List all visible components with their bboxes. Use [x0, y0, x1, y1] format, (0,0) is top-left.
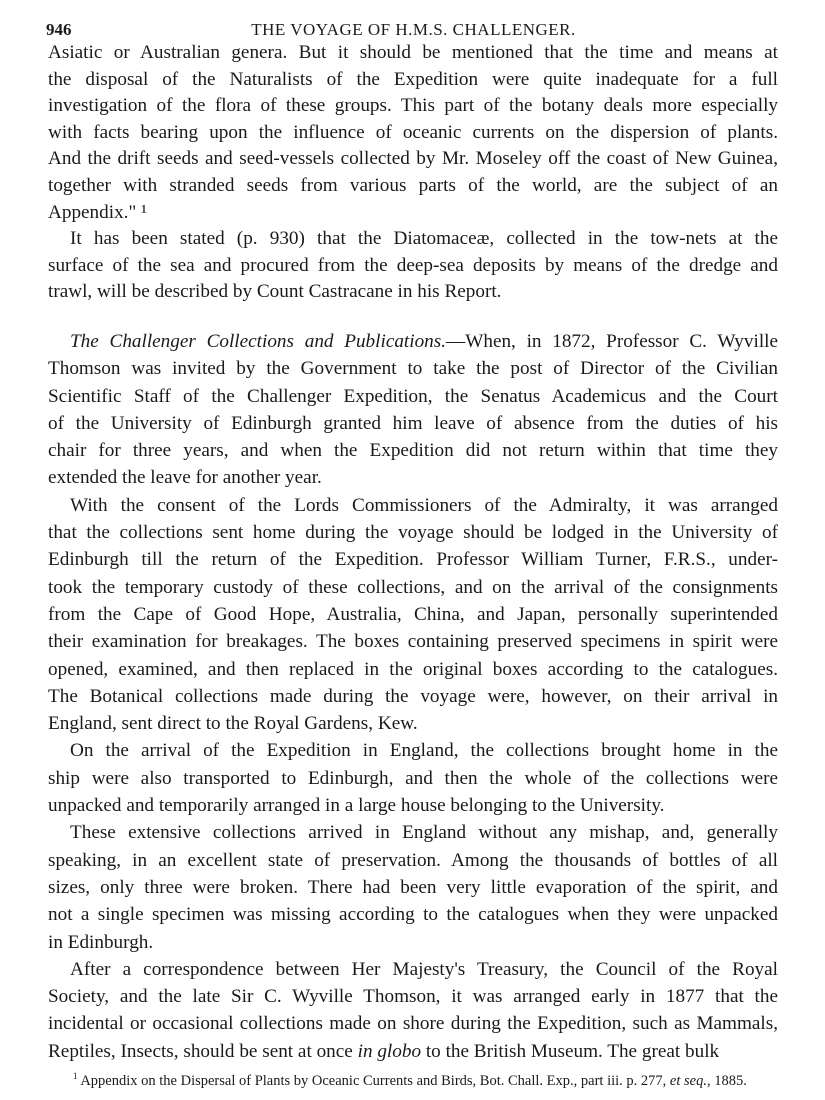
text-segment: sizes, only three were broken. There had been very little evaporation of the spirit, and [48, 876, 778, 898]
text-line [48, 874, 778, 901]
text-segment: speaking, in an excellent state of preservation. Among the thousands of bottles of all [48, 849, 778, 871]
text-line [48, 792, 778, 819]
text-segment: unpacked and temporarily arranged in a large house belonging to the University. [48, 795, 665, 817]
text-segment: With the consent of the Lords Commissioners of the Admiralty, it was arranged [70, 494, 778, 516]
text-line [48, 120, 778, 147]
footnote [73, 1071, 747, 1090]
text-segment: from the Cape of Good Hope, Australia, China, and Japan, personally superintended [48, 603, 778, 625]
text-segment: took the temporary custody of these collections, and on the arrival of the consignments [48, 576, 778, 598]
text-segment: Scientific Staff of the Challenger Expedition, the Senatus Academicus and the Court [48, 385, 778, 407]
text-segment: Edinburgh till the return of the Expedition. Professor William Turner, F.R.S., under- [48, 549, 778, 571]
text-segment: with facts bearing upon the influence of oceanic currents on the dispersion of plants. [48, 121, 778, 143]
text-line [48, 929, 778, 956]
text-line [48, 574, 778, 601]
text-line [48, 355, 778, 382]
text-line [48, 737, 778, 764]
text-segment: Society, and the late Sir C. Wyville Thomson, it was arranged early in 1877 that the [48, 986, 778, 1008]
text-line [48, 464, 778, 491]
text-segment: surface of the sea and procured from the deep-sea deposits by means of the dredge and [48, 254, 778, 276]
footnote-marker: 1 [73, 1071, 78, 1081]
text-line [48, 628, 778, 655]
paragraph [48, 226, 778, 306]
text-line [48, 765, 778, 792]
text-line [48, 956, 778, 983]
page-number: 946 [46, 20, 72, 39]
text-line [48, 437, 778, 464]
text-line [48, 279, 778, 306]
text-block-continuation [48, 40, 778, 306]
text-line [48, 983, 778, 1010]
text-segment: that the collections sent home during the voyage should be lodged in the University of [48, 522, 778, 544]
text-line [48, 683, 778, 710]
text-line [48, 519, 778, 546]
text-line [48, 1038, 778, 1065]
text-segment: ship were also transported to Edinburgh, and then the whole of the collections were [48, 767, 778, 789]
paragraph [48, 328, 778, 492]
text-line [48, 173, 778, 200]
text-segment: chair for three years, and when the Expedition did not return within that time they [48, 440, 778, 462]
text-segment: Asiatic or Australian genera. But it should be mentioned that the time and means at [48, 42, 778, 63]
text-segment: These extensive collections arrived in England without any mishap, and, generally [70, 822, 778, 844]
paragraph [48, 492, 778, 738]
text-segment: Appendix." ¹ [48, 201, 147, 223]
text-segment: extended the leave for another year. [48, 467, 322, 489]
text-line [48, 383, 778, 410]
text-line [48, 546, 778, 573]
text-line [48, 93, 778, 120]
text-line [48, 328, 778, 355]
text-segment: together with stranded seeds from various parts of the world, are the subject of an [48, 174, 778, 196]
paragraph [48, 956, 778, 1065]
text-segment: investigation of the flora of these groups. This part of the botany deals more especially [48, 95, 778, 117]
footnote-tail: , 1885. [706, 1072, 747, 1089]
paragraph [48, 819, 778, 955]
text-block-collections-section [48, 328, 778, 1065]
text-segment: the disposal of the Naturalists of the Expedition were quite inadequate for a full [48, 68, 778, 90]
text-line [48, 200, 778, 227]
text-line [48, 656, 778, 683]
text-segment: On the arrival of the Expedition in England, the collections brought home in the [70, 740, 778, 762]
text-segment: And the drift seeds and seed-vessels collected by Mr. Moseley off the coast of New Guinea, [48, 148, 778, 170]
text-line [48, 67, 778, 94]
text-line [48, 847, 778, 874]
text-line [48, 710, 778, 737]
text-segment: Reptiles, Insects, should be sent at once [48, 1040, 358, 1062]
text-segment: opened, examined, and then replaced in the original boxes according to the catalogues. [48, 658, 778, 680]
text-segment: The Botanical collections made during the voyage were, however, on their arrival in [48, 685, 778, 707]
text-line [48, 819, 778, 846]
text-line [48, 410, 778, 437]
text-segment: in Edinburgh. [48, 931, 154, 953]
footnote-italic: et seq. [669, 1072, 707, 1089]
text-segment: incidental or occasional collections made on shore during the Expedition, such as Mammals, [48, 1013, 778, 1035]
text-line [48, 1010, 778, 1037]
text-segment: It has been stated (p. 930) that the Diatomaceæ, collected in the tow-nets at the [70, 228, 778, 250]
text-segment: trawl, will be described by Count Castracane in his Report. [48, 281, 502, 303]
text-line [48, 492, 778, 519]
text-segment: their examination for breakages. The boxes containing preserved specimens in spirit were [48, 631, 778, 653]
text-segment: Thomson was invited by the Government to take the post of Director of the Civilian [48, 358, 778, 380]
italic-text: The Challenger Collections and Publications. [70, 331, 447, 352]
text-segment: of the University of Edinburgh granted him leave of absence from the duties of his [48, 412, 778, 434]
text-line [48, 253, 778, 280]
text-segment: not a single specimen was missing according to the catalogues when they were unpacked [48, 904, 778, 926]
italic-text: in globo [357, 1040, 422, 1062]
text-line [48, 146, 778, 173]
text-line [48, 226, 778, 253]
text-line [48, 901, 778, 928]
text-segment: England, sent direct to the Royal Gardens, Kew. [48, 713, 418, 735]
footnote-text: Appendix on the Dispersal of Plants by Oceanic Currents and Birds, Bot. Chall. Exp., part iii. p. 277, [77, 1072, 670, 1089]
paragraph [48, 737, 778, 819]
text-segment: —When, in 1872, Professor C. Wyville [446, 331, 778, 352]
paragraph [48, 40, 778, 226]
running-title: THE VOYAGE OF H.M.S. CHALLENGER. [251, 20, 576, 39]
text-line [48, 40, 778, 67]
text-segment: After a correspondence between Her Majesty's Treasury, the Council of the Royal [70, 958, 778, 980]
text-segment: to the British Museum. The great bulk [421, 1040, 720, 1062]
text-line [48, 601, 778, 628]
